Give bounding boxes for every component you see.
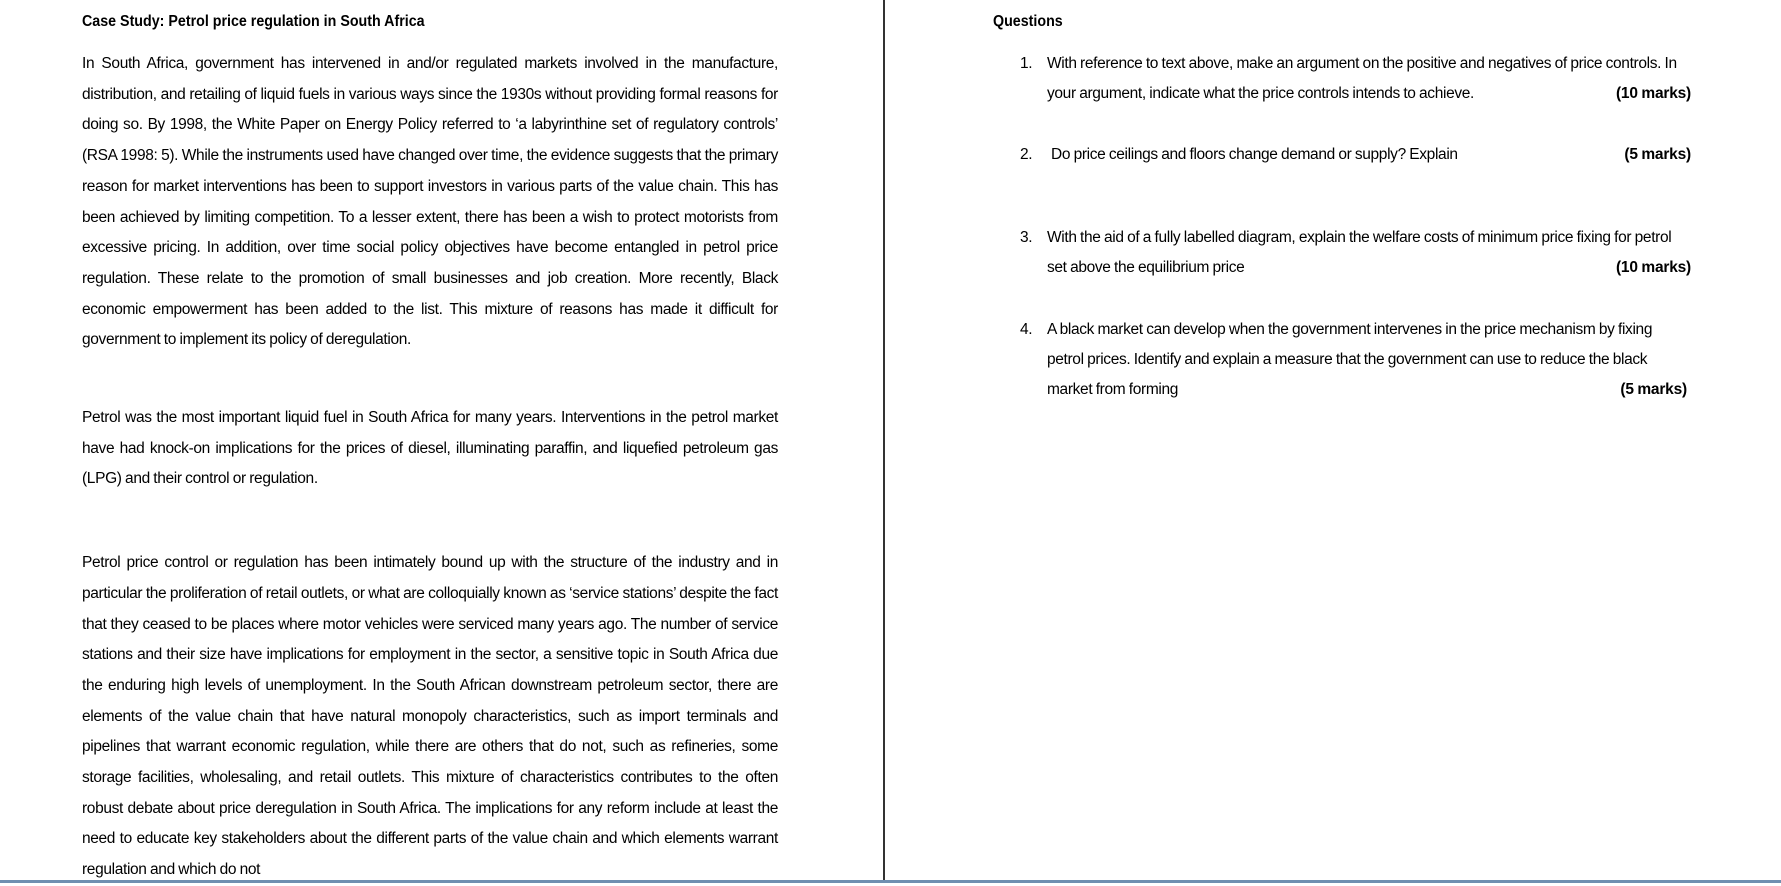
questions-column [993,12,1691,405]
window-bottom-border [0,880,1781,883]
column-divider [883,0,885,882]
question-item [993,140,1691,170]
question-text: With reference to text above, make an argument on the positive and negatives of price controls. In your argument, indicate what the price controls intends to achieve. [1047,55,1677,102]
question-text: With the aid of a fully labelled diagram, explain the welfare costs of minimum price fixing for petrol set above the equilibrium price [1047,229,1672,276]
question-marks: (5 marks) [1620,381,1687,398]
case-study-column [82,12,778,886]
question-number: 3. [1020,229,1033,246]
question-marks: (10 marks) [1615,259,1691,276]
question-number: 2. [1020,146,1033,163]
questions-title: Questions [993,13,1063,30]
question-item [993,223,1691,283]
questions-list [993,49,1691,405]
question-number: 1. [1020,55,1033,72]
question-item [993,49,1691,109]
question-marks: (10 marks) [1615,85,1691,102]
question-marks: (5 marks) [1624,146,1691,163]
question-text: A black market can develop when the government intervenes in the price mechanism by fixing petrol prices. Identify and explain a measure that the government can use to reduce the black market from forming [1047,321,1653,398]
question-number: 4. [1020,321,1033,338]
case-study-paragraph: Petrol was the most important liquid fuel in South Africa for many years. Interventions in the petrol market have had knock-on implications for the prices of diesel, illuminating paraffin, and liquefied petroleum gas (LPG) and their control or regulation. [82,409,778,488]
case-study-paragraph: In South Africa, government has intervened in and/or regulated markets involved in the manufacture, distribution, and retailing of liquid fuels in various ways since the 1930s without providing formal reasons for doing so. By 1998, the White Paper on Energy Policy referred to ‘a labyrinthine set of regulatory controls’ (RSA 1998: 5). While the instruments used have changed over time, the evidence suggests that the primary reason for market interventions has been to support investors in various parts of the value chain. This has been achieved by limiting competition. To a lesser extent, there has been a wish to protect motorists from excessive pricing. In addition, over time social policy objectives have become entangled in petrol price regulation. These relate to the promotion of small businesses and job creation. More recently, Black economic empowerment has been added to the list. This mixture of reasons has made it difficult for government to implement its policy of deregulation. [82,55,778,349]
case-study-title: Case Study: Petrol price regulation in South Africa [82,13,425,30]
question-text: Do price ceilings and floors change demand or supply? Explain [1051,146,1458,163]
question-item [993,315,1691,405]
case-study-paragraph: Petrol price control or regulation has been intimately bound up with the structure of the industry and in particular the proliferation of retail outlets, or what are colloquially known as ‘service stations’ despite the fact that they ceased to be places where motor vehicles were serviced many years ago. The number of service stations and their size have implications for employment in the sector, a sensitive topic in South Africa due the enduring high levels of unemployment. In the South African downstream petroleum sector, there are elements of the value chain that have natural monopoly characteristics, such as import terminals and pipelines that warrant economic regulation, while there are others that do not, such as refineries, some storage facilities, wholesaling, and retail outlets. This mixture of characteristics contributes to the often robust debate about price deregulation in South Africa. The implications for any reform include at least the need to educate key stakeholders about the different parts of the value chain and which elements warrant regulation and which do not [82,554,778,879]
